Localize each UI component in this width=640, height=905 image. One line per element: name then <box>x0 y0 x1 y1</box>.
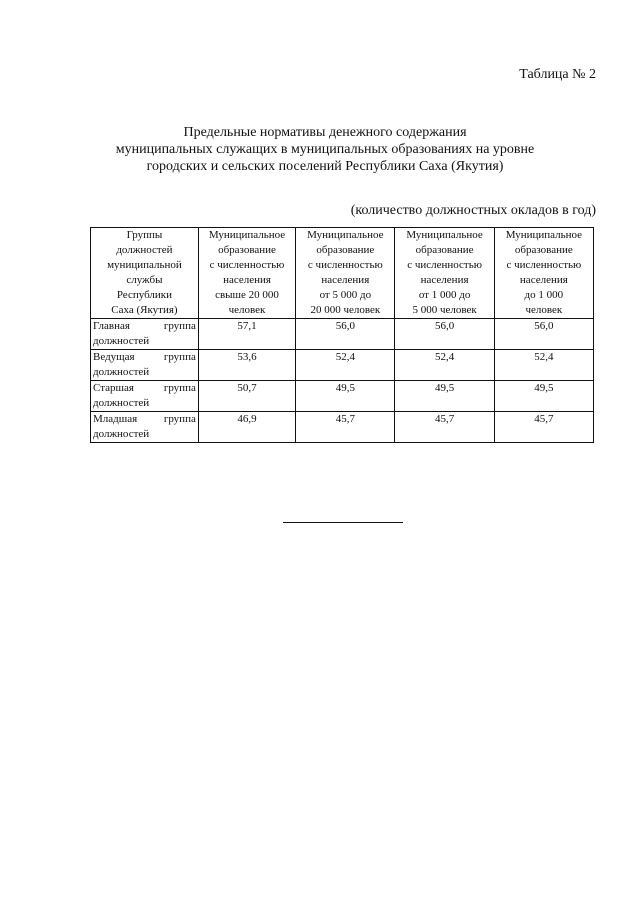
row-value: 49,5 <box>296 381 395 412</box>
document-title <box>80 124 570 175</box>
table-row <box>91 350 594 381</box>
header-line: Группы <box>126 229 163 241</box>
row-value: 52,4 <box>296 350 395 381</box>
header-line: Муниципальное <box>505 229 583 241</box>
row-group-label: Ведущая группа должностей <box>91 350 199 381</box>
header-line: службы <box>126 274 163 286</box>
header-cell-under-1000 <box>494 228 593 319</box>
header-line: 5 000 человек <box>412 304 477 316</box>
header-line: образование <box>218 244 276 256</box>
row-value: 45,7 <box>296 412 395 443</box>
title-line: городских и сельских поселений Республики Саха (Якутия) <box>146 159 504 174</box>
header-line: с численностью <box>407 259 482 271</box>
table-number: Таблица № 2 <box>519 67 596 82</box>
header-line: образование <box>316 244 375 256</box>
header-line: 20 000 человек <box>310 304 381 316</box>
row-group-label: Младшая группа должностей <box>91 412 199 443</box>
header-line: с численностью <box>307 259 383 271</box>
row-value: 50,7 <box>198 381 295 412</box>
header-line: муниципальной <box>107 259 182 271</box>
row-value: 45,7 <box>395 412 494 443</box>
title-line: муниципальных служащих в муниципальных образованиях на уровне <box>115 142 535 157</box>
table-row <box>91 381 594 412</box>
header-line: с численностью <box>209 259 285 271</box>
header-line: Муниципальное <box>208 229 286 241</box>
header-line: человек <box>228 304 266 316</box>
title-line: Предельные нормативы денежного содержания <box>183 125 467 140</box>
header-line: Саха (Якутия) <box>111 304 178 316</box>
header-line: образование <box>415 244 474 256</box>
header-line: до 1 000 <box>524 289 564 301</box>
row-value: 52,4 <box>494 350 593 381</box>
table-row <box>91 319 594 350</box>
row-value: 49,5 <box>395 381 494 412</box>
row-value: 56,0 <box>494 319 593 350</box>
header-line: Муниципальное <box>406 229 483 241</box>
table-row <box>91 412 594 443</box>
header-cell-group <box>91 228 199 319</box>
header-line: с численностью <box>506 259 582 271</box>
header-line: образование <box>514 244 573 256</box>
header-line: должностей <box>116 244 173 256</box>
header-cell-5000-20000 <box>296 228 395 319</box>
row-value: 45,7 <box>494 412 593 443</box>
norms-table <box>90 227 594 443</box>
row-value: 57,1 <box>198 319 295 350</box>
header-line: населения <box>223 274 271 286</box>
row-value: 49,5 <box>494 381 593 412</box>
header-line: от 1 000 до <box>418 289 471 301</box>
closing-divider <box>283 522 403 523</box>
row-group-label: Главная группа должностей <box>91 319 199 350</box>
header-line: Республики <box>116 289 173 301</box>
row-value: 56,0 <box>395 319 494 350</box>
row-value: 46,9 <box>198 412 295 443</box>
header-line: Муниципальное <box>307 229 384 241</box>
unit-note: (количество должностных окладов в год) <box>350 203 596 218</box>
header-line: свыше 20 000 <box>215 289 279 301</box>
header-cell-over-20000 <box>198 228 295 319</box>
header-line: населения <box>519 274 568 286</box>
header-line: человек <box>525 304 563 316</box>
row-value: 56,0 <box>296 319 395 350</box>
header-cell-1000-5000 <box>395 228 494 319</box>
row-value: 52,4 <box>395 350 494 381</box>
header-line: населения <box>321 274 370 286</box>
header-line: населения <box>420 274 469 286</box>
header-line: от 5 000 до <box>319 289 372 301</box>
row-group-label: Старшая группа должностей <box>91 381 199 412</box>
header-row <box>91 228 594 319</box>
row-value: 53,6 <box>198 350 295 381</box>
